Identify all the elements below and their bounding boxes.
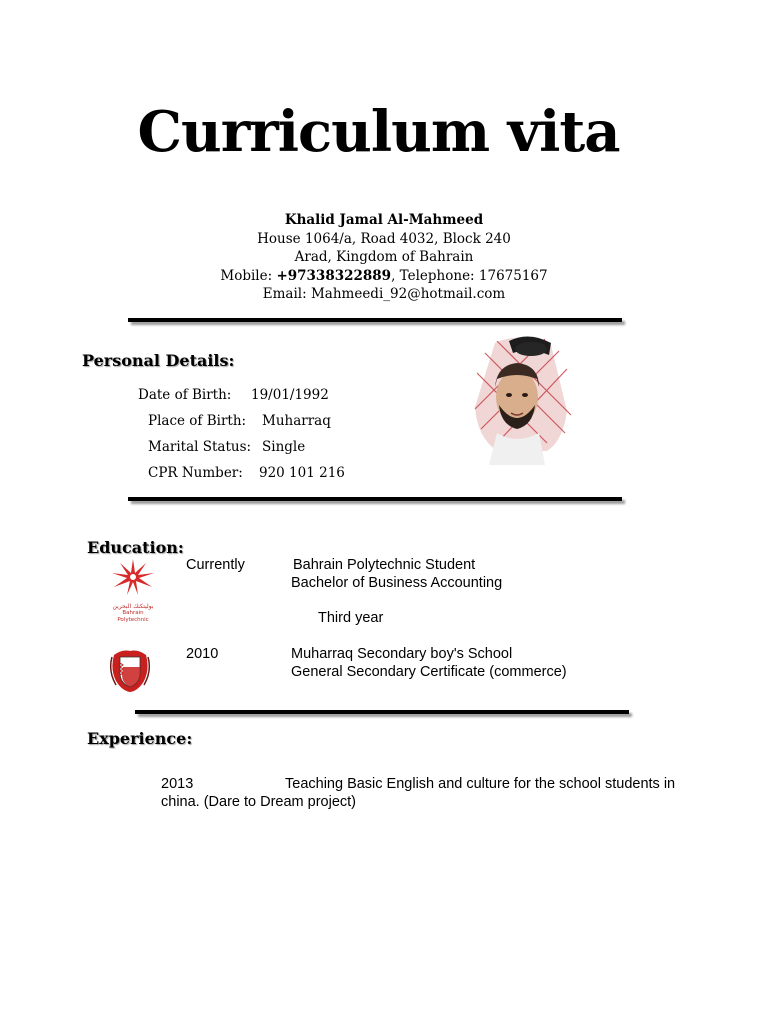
divider-rule bbox=[128, 497, 622, 501]
polytechnic-logo bbox=[108, 557, 158, 623]
cpr-value: 920 101 216 bbox=[259, 465, 345, 481]
education-heading: Education: bbox=[87, 538, 184, 557]
divider-rule bbox=[135, 710, 629, 714]
pob-label: Place of Birth: bbox=[148, 413, 247, 429]
edu-entry-2-when: 2010 bbox=[186, 646, 219, 662]
edu-entry-1-line1: Bahrain Polytechnic Student bbox=[293, 557, 476, 573]
address-line-1: House 1064/a, Road 4032, Block 240 bbox=[257, 230, 511, 247]
telephone-text: , Telephone: 17675167 bbox=[391, 267, 548, 284]
personal-details-heading: Personal Details: bbox=[82, 351, 235, 370]
marital-value: Single bbox=[262, 439, 306, 455]
edu-entry-1-line2: Bachelor of Business Accounting bbox=[291, 575, 503, 591]
dob-label: Date of Birth: bbox=[138, 387, 232, 403]
experience-text-line2: china. (Dare to Dream project) bbox=[161, 794, 357, 810]
edu-entry-2-line1: Muharraq Secondary boy's School bbox=[291, 646, 513, 662]
polytechnic-logo-text-en: Bahrain Polytechnic bbox=[117, 610, 149, 623]
experience-year: 2013 bbox=[161, 776, 194, 792]
experience-text-line1: Teaching Basic English and culture for the school students in bbox=[285, 776, 676, 792]
marital-label: Marital Status: bbox=[148, 439, 252, 455]
address-line-2: Arad, Kingdom of Bahrain bbox=[294, 249, 474, 265]
profile-photo bbox=[467, 333, 577, 473]
pob-value: Muharraq bbox=[262, 413, 331, 429]
cpr-label: CPR Number: bbox=[148, 465, 243, 481]
polytechnic-logo-text-ar: بوليتكنك البحرين bbox=[112, 603, 154, 610]
edu-entry-2-line2: General Secondary Certificate (commerce) bbox=[291, 664, 567, 680]
email-line: Email: Mahmeedi_92@hotmail.com bbox=[262, 286, 506, 302]
page-title: Curriculum vita bbox=[137, 99, 620, 165]
phone-line bbox=[0, 267, 768, 286]
bahrain-crest-logo bbox=[108, 645, 152, 693]
divider-rule bbox=[128, 318, 622, 322]
mobile-label: Mobile: bbox=[220, 267, 277, 284]
experience-heading: Experience: bbox=[87, 729, 193, 748]
mobile-number: +97338322889 bbox=[276, 267, 392, 284]
edu-entry-1-when: Currently bbox=[186, 557, 245, 573]
contact-block bbox=[0, 211, 768, 304]
edu-entry-1-line3: Third year bbox=[318, 610, 384, 626]
dob-value: 19/01/1992 bbox=[251, 387, 329, 403]
person-name: Khalid Jamal Al-Mahmeed bbox=[284, 212, 484, 228]
star-burst-icon bbox=[108, 557, 158, 597]
